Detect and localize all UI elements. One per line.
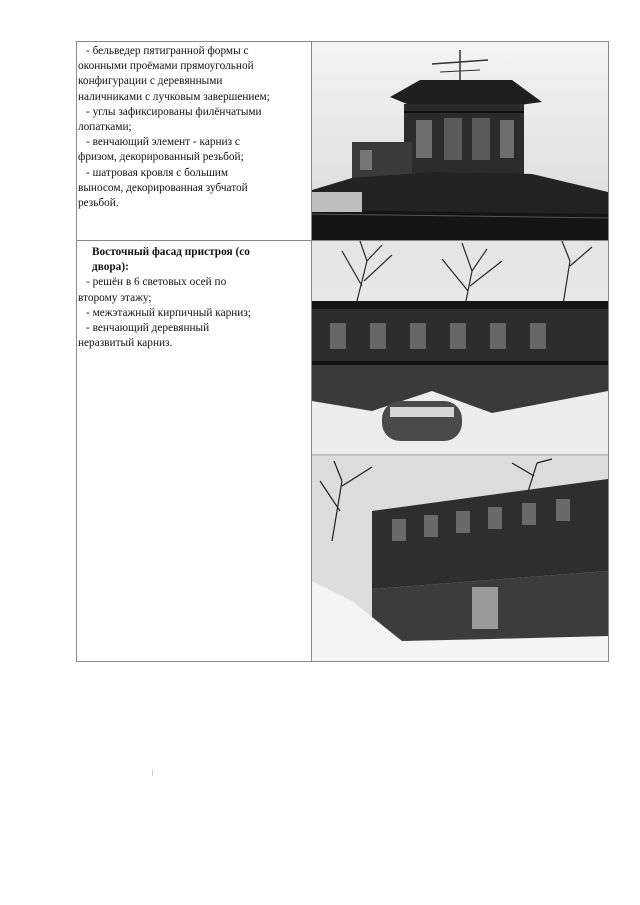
list-item: оконными проёмами прямоугольной — [78, 60, 254, 73]
list-item: второму этажу; — [78, 291, 152, 304]
east-facade-photo — [312, 241, 608, 661]
row2-photo-cell — [312, 241, 609, 662]
belvedere-photo — [312, 42, 608, 240]
list-item: лопатками; — [78, 121, 132, 134]
section-heading: двора): — [92, 261, 129, 274]
list-item: - венчающий деревянный — [86, 322, 210, 335]
scan-artifact — [152, 770, 153, 776]
description-table — [76, 41, 609, 662]
list-item: - межэтажный кирпичный карниз; — [86, 306, 251, 319]
list-item: - решён в 6 световых осей по — [86, 276, 227, 289]
section-heading: Восточный фасад пристроя (со — [92, 246, 250, 258]
list-item: - венчающий элемент - карниз с — [86, 136, 240, 149]
row1-photo-cell — [312, 42, 609, 241]
table-row — [77, 42, 609, 241]
list-item: - углы зафиксированы филёнчатыми — [86, 105, 262, 118]
table-row — [77, 241, 609, 662]
list-item: неразвитый карниз. — [78, 337, 173, 350]
photo-belvedere-icon — [312, 42, 608, 240]
photo-east-facade-icon — [312, 241, 608, 661]
list-item: резьбой. — [78, 197, 119, 210]
row2-text-cell — [77, 241, 312, 662]
row1-text-cell — [77, 42, 312, 241]
list-item: - бельведер пятигранной формы с — [86, 45, 249, 57]
list-item: фризом, декорированный резьбой; — [78, 151, 244, 164]
list-item: наличниками с лучковым завершением; — [78, 90, 270, 103]
list-item: выносом, декорированная зубчатой — [78, 181, 248, 194]
list-item: - шатровая кровля с большим — [86, 166, 228, 179]
list-item: конфигурации с деревянными — [78, 75, 223, 88]
